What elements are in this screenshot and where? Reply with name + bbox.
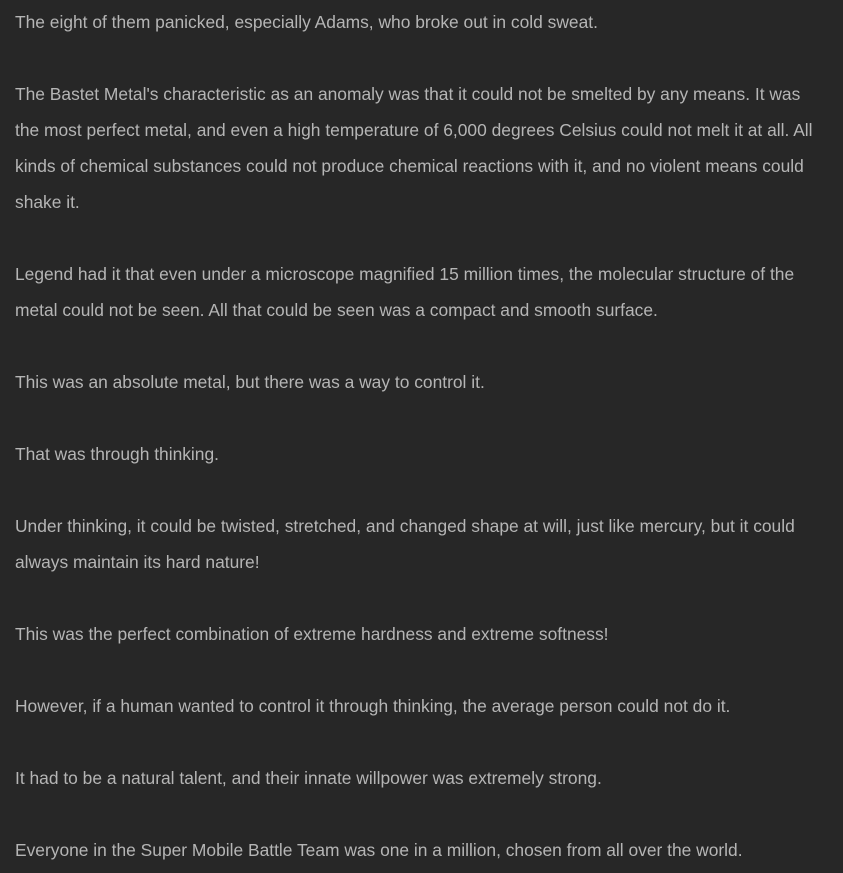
paragraph: It had to be a natural talent, and their innate willpower was extremely strong.	[15, 768, 602, 788]
paragraph: The eight of them panicked, especially Adams, who broke out in cold sweat.	[15, 12, 598, 32]
paragraph: Legend had it that even under a microscope magnified 15 million times, the molecular structure of the metal could not be seen. All that could be seen was a compact and smooth surface.	[15, 264, 795, 320]
paragraph: That was through thinking.	[15, 444, 219, 464]
paragraph: This was the perfect combination of extreme hardness and extreme softness!	[15, 624, 609, 644]
paragraph: This was an absolute metal, but there was a way to control it.	[15, 372, 485, 392]
paragraph: Under thinking, it could be twisted, stretched, and changed shape at will, just like mercury, but it could always maintain its hard nature!	[15, 516, 795, 572]
paragraph: The Bastet Metal's characteristic as an anomaly was that it could not be smelted by any means. It was the most perfect metal, and even a high temperature of 6,000 degrees Celsius could not melt it at all. All kinds of chemical substances could not produce chemical reactions with it, and no violent means could shake it.	[15, 84, 813, 212]
paragraph: Everyone in the Super Mobile Battle Team was one in a million, chosen from all over the world.	[15, 840, 743, 860]
paragraph: However, if a human wanted to control it through thinking, the average person could not do it.	[15, 696, 731, 716]
